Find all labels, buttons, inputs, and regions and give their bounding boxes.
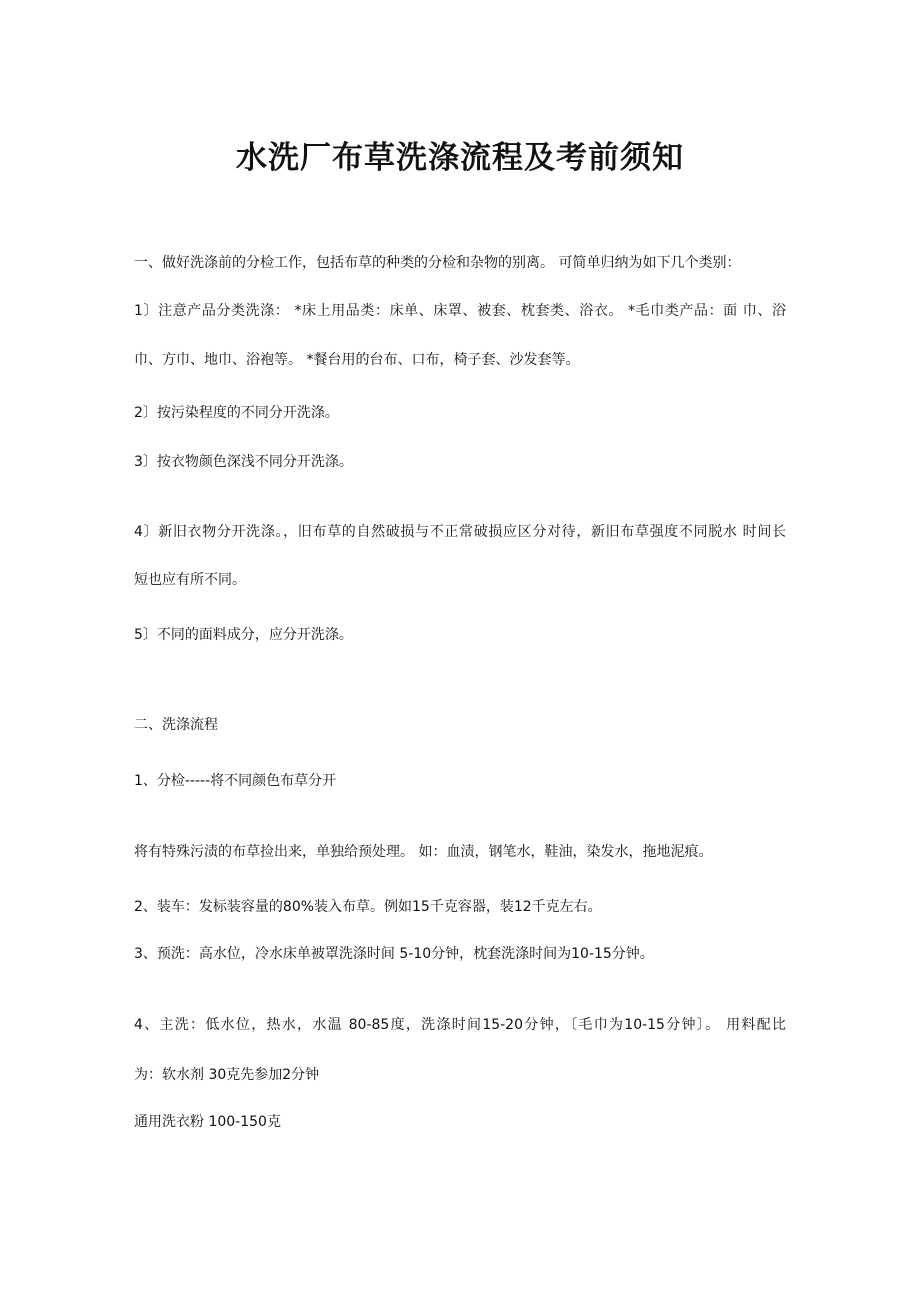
text-line-item-4-cont: 短也应有所不同。 — [134, 572, 246, 588]
text-line-step-1: 1、分检-----将不同颜色布草分开 — [134, 773, 337, 789]
text-line-step-4-detergent: 通用洗衣粉 100-150克 — [134, 1114, 281, 1130]
text-line-item-2: 2〕按污染程度的不同分开洗涤。 — [134, 405, 339, 421]
section-heading-process: 二、洗涤流程 — [134, 717, 218, 733]
text-line-step-3: 3、预洗：高水位，冷水床单被罩洗涤时间 5-10分钟，枕套洗涤时间为10-15分钟。 — [134, 946, 654, 962]
text-line-item-4: 4〕新旧衣物分开洗涤。，旧布草的自然破损与不正常破损应区分对待，新旧布草强度不同脱水 时间长 — [134, 524, 786, 540]
page-title: 水洗厂布草洗涤流程及考前须知 — [236, 140, 684, 176]
text-line-item-1-cont: 巾、方巾、地巾、浴袍等。 *餐台用的台布、口布，椅子套、沙发套等。 — [134, 352, 580, 368]
text-line-sorting-intro: 一、做好洗涤前的分检工作，包括布草的种类的分检和杂物的别离。 可简单归纳为如下几个类别： — [134, 255, 741, 271]
text-line-item-3: 3〕按衣物颜色深浅不同分开洗涤。 — [134, 454, 353, 470]
text-line-step-4-cont: 为：软水剂 30克先参加2分钟 — [134, 1067, 320, 1083]
text-line-item-5: 5〕不同的面料成分，应分开洗涤。 — [134, 627, 353, 643]
text-line-step-2: 2、装车：发标装容量的80%装入布草。例如15千克容器，装12千克左右。 — [134, 899, 602, 915]
text-line-step-1-detail: 将有特殊污渍的布草捡出来，单独给预处理。 如：血渍，钢笔水，鞋油，染发水，拖地泥痕。 — [134, 844, 713, 860]
text-line-step-4: 4、主洗：低水位，热水，水温 80-85度，洗涤时间15-20分钟，〔毛巾为10-15分钟〕。 用料配比 — [134, 1017, 786, 1033]
text-line-item-1: 1〕注意产品分类洗涤： *床上用品类：床单、床罩、被套、枕套类、浴衣。 *毛巾类产品：面 巾、浴 — [134, 303, 786, 319]
